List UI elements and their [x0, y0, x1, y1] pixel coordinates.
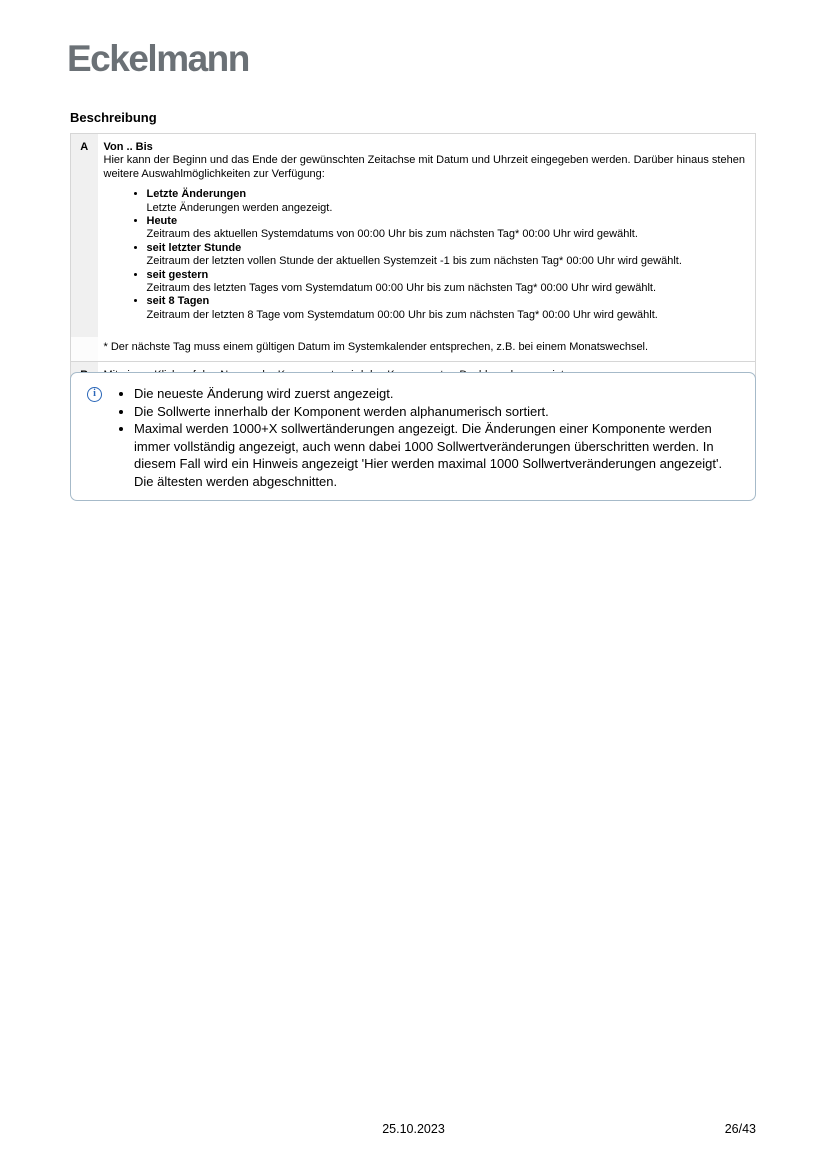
- list-item: [147, 269, 748, 296]
- option-desc: Zeitraum der letzten 8 Tage vom Systemdatum 00:00 Uhr bis zum nächsten Tag* 00:00 Uhr wird gewählt.: [146, 308, 658, 321]
- table-row-a: [71, 134, 756, 338]
- option-term: • seit letzter Stunde: [146, 241, 242, 254]
- info-icon: [87, 387, 102, 402]
- option-desc: Zeitraum des aktuellen Systemdatums von 00:00 Uhr bis zum nächsten Tag* 00:00 Uhr wird gewählt.: [146, 228, 638, 241]
- info-note: • Die neueste Änderung wird zuerst angezeigt.: [134, 385, 735, 403]
- option-desc: Letzte Änderungen werden angezeigt.: [146, 201, 333, 214]
- info-note: • Maximal werden 1000+X sollwertänderungen angezeigt. Die Änderungen einer Komponente werden immer vollständig angezeigt, auch wenn dabei 1000 Sollwertveränderungen überschritten werden. In diesem Fall wird ein Hinweis angezeigt 'Hier werden maximal 1000 Sollwertveränderungen angezeigt'. Die ältesten werden abgeschnitten.: [134, 420, 735, 490]
- option-desc: Zeitraum des letzten Tages vom Systemdatum 00:00 Uhr bis zum nächsten Tag* 00:00 Uhr wird gewählt.: [146, 282, 657, 295]
- list-item: [147, 242, 748, 269]
- info-callout-box: [70, 372, 756, 501]
- company-logo: Eckelmann: [67, 38, 249, 79]
- table-row-footnote: [71, 337, 756, 361]
- page-heading: Beschreibung: [70, 110, 157, 125]
- option-term: • seit 8 Tagen: [146, 295, 210, 308]
- option-term: • Letzte Änderungen: [146, 188, 247, 201]
- list-item: [147, 295, 748, 322]
- row-a-content: [98, 134, 756, 338]
- info-notes-list: [87, 385, 735, 490]
- info-note: • Die Sollwerte innerhalb der Komponent werden alphanumerisch sortiert.: [134, 403, 735, 421]
- row-a-title: Von .. Bis: [103, 141, 153, 153]
- time-range-options-list: [104, 188, 748, 322]
- list-item: [147, 188, 748, 215]
- option-term: • Heute: [146, 215, 178, 228]
- description-table: [70, 133, 756, 390]
- option-term: • seit gestern: [146, 268, 209, 281]
- footnote-text: * Der nächste Tag muss einem gültigen Datum im Systemkalender entsprechen, z.B. bei einem Monatswechsel.: [103, 341, 649, 354]
- option-desc: Zeitraum der letzten vollen Stunde der aktuellen Systemzeit -1 bis zum nächsten Tag* 00:00 Uhr wird gewählt.: [146, 255, 682, 268]
- footer-page-number: 26/43: [724, 1122, 756, 1136]
- row-a-intro: Hier kann der Beginn und das Ende der gewünschten Zeitachse mit Datum und Uhrzeit eingegeben werden. Darüber hinaus stehen weitere Auswahlmöglichkeiten zur Verfügung:: [103, 154, 745, 180]
- footer-date: 25.10.2023: [382, 1122, 445, 1136]
- row-a-label: A: [71, 134, 98, 338]
- list-item: [147, 215, 748, 242]
- footnote-label-cell: [71, 337, 98, 361]
